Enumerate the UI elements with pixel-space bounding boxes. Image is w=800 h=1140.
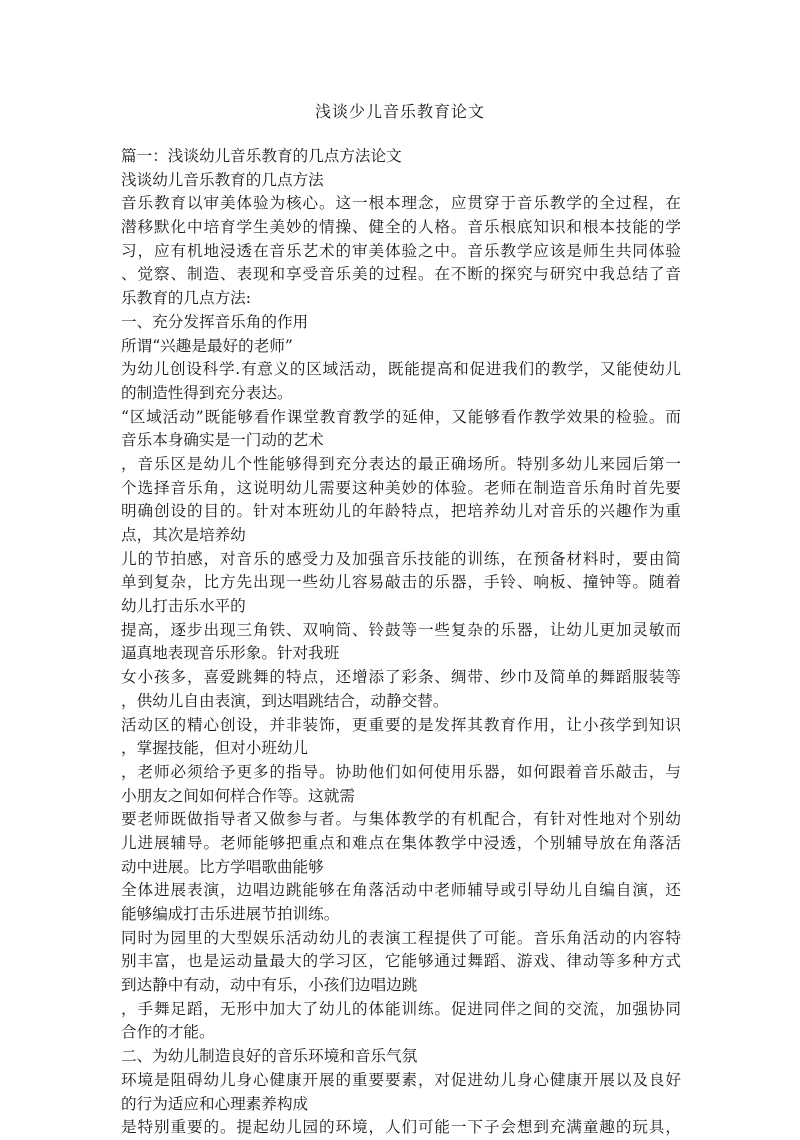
body-text-line: 环境是阻碍幼儿身心健康开展的重要要素，对促进幼儿身心健康开展以及良好 bbox=[121, 1070, 681, 1089]
body-text-line: 到达静中有动，动中有乐，小孩们边唱边跳 bbox=[121, 976, 418, 995]
body-text-line: 合作的才能。 bbox=[121, 1023, 215, 1042]
body-text-line: 、觉察、制造、表现和享受音乐美的过程。在不断的探究与研究中我总结了音 bbox=[121, 265, 681, 284]
body-text-line: 个选择音乐角，这说明幼儿需要这种美妙的体验。老师在制造音乐角时首先要 bbox=[121, 478, 681, 497]
body-text-line: ，掌握技能，但对小班幼儿 bbox=[121, 739, 309, 758]
body-text-line: 儿进展辅导。老师能够把重点和难点在集体教学中浸透，个别辅导放在角落活 bbox=[121, 833, 681, 852]
body-text-line: 篇一：浅谈幼儿音乐教育的几点方法论文 bbox=[121, 147, 402, 165]
body-text-line: 为幼儿创设科学.有意义的区域活动，既能提高和促进我们的教学，又能使幼儿 bbox=[121, 360, 681, 379]
document-title: 浅谈少儿音乐教育论文 bbox=[314, 102, 485, 121]
body-text-line: 乐教育的几点方法: bbox=[121, 289, 252, 308]
body-text-line: 全体进展表演，边唱边跳能够在角落活动中老师辅导或引导幼儿自编自演，还 bbox=[121, 881, 681, 900]
body-text-line: 一、充分发挥音乐角的作用 bbox=[121, 312, 309, 331]
body-text-line: 别丰富，也是运动量最大的学习区，它能够通过舞蹈、游戏、律动等多种方式 bbox=[121, 952, 681, 971]
body-text-line: 二、为幼儿制造良好的音乐环境和音乐气氛 bbox=[121, 1047, 418, 1066]
body-text-line: 同时为园里的大型娱乐活动幼儿的表演工程提供了可能。音乐角活动的内容特 bbox=[121, 928, 681, 947]
body-text-line: 儿的节拍感，对音乐的感受力及加强音乐技能的训练，在预备材料时，要由简 bbox=[121, 549, 681, 568]
body-text-line: ，手舞足蹈，无形中加大了幼儿的体能训练。促进同伴之间的交流，加强协同 bbox=[121, 999, 681, 1018]
body-text-line: 音乐教育以审美体验为核心。这一根本理念，应贯穿于音乐教学的全过程，在 bbox=[121, 194, 681, 213]
body-text-line: 幼儿打击乐水平的 bbox=[121, 597, 246, 616]
body-text-line: 动中进展。比方学唱歌曲能够 bbox=[121, 857, 324, 876]
body-text-line: 习，应有机地浸透在音乐艺术的审美体验之中。音乐教学应该是师生共同体验 bbox=[121, 241, 681, 260]
body-text-line: 小朋友之间如何样合作等。这就需 bbox=[121, 786, 355, 805]
body-text-line: 的行为适应和心理素养构成 bbox=[121, 1094, 309, 1113]
body-text-line: 单到复杂，比方先出现一些幼儿容易敲击的乐器，手铃、响板、撞钟等。随着 bbox=[121, 573, 681, 592]
document-body bbox=[121, 145, 681, 1140]
body-text-line: 的制造性得到充分表达。 bbox=[121, 383, 293, 402]
body-text-line: 潜移默化中培育学生美妙的情操、健全的人格。音乐根底知识和根本技能的学 bbox=[121, 218, 681, 237]
body-text-line: 要老师既做指导者又做参与者。与集体教学的有机配合，有针对性地对个别幼 bbox=[121, 810, 681, 829]
body-text-line: 是特别重要的。提起幼儿园的环境，人们可能一下子会想到充满童趣的玩具， bbox=[121, 1118, 681, 1137]
body-text-line: 点，其次是培养幼 bbox=[121, 526, 246, 544]
body-text-line: 能够编成打击乐进展节拍训练。 bbox=[121, 905, 340, 923]
body-text-line: 活动区的精心创设，并非装饰，更重要的是发挥其教育作用，让小孩学到知识 bbox=[121, 715, 681, 734]
body-text-line: 浅谈幼儿音乐教育的几点方法 bbox=[121, 170, 324, 189]
body-text-line: 提高，逐步出现三角铁、双响筒、铃鼓等一些复杂的乐器，让幼儿更加灵敏而 bbox=[121, 620, 681, 639]
body-text-line: 所谓“兴趣是最好的老师” bbox=[121, 336, 293, 355]
body-text-line: 女小孩多，喜爱跳舞的特点，还增添了彩条、绸带、纱巾及简单的舞蹈服装等 bbox=[121, 668, 681, 687]
body-text-line: 明确创设的目的。针对本班幼儿的年龄特点，把培养幼儿对音乐的兴趣作为重 bbox=[121, 502, 681, 521]
body-text-line: 音乐本身确实是一门动的艺术 bbox=[121, 431, 324, 450]
body-text-line: ，老师必须给予更多的指导。协助他们如何使用乐器，如何跟着音乐敲击，与 bbox=[121, 762, 681, 781]
body-text-line: ，音乐区是幼儿个性能够得到充分表达的最正确场所。特别多幼儿来园后第一 bbox=[121, 454, 681, 473]
body-text-line: “区域活动”既能够看作课堂教育教学的延伸，又能够看作教学效果的检验。而 bbox=[121, 407, 681, 426]
body-text-line: 逼真地表现音乐形象。针对我班 bbox=[121, 644, 340, 663]
body-text-line: ，供幼儿自由表演，到达唱跳结合，动静交替。 bbox=[121, 691, 449, 710]
